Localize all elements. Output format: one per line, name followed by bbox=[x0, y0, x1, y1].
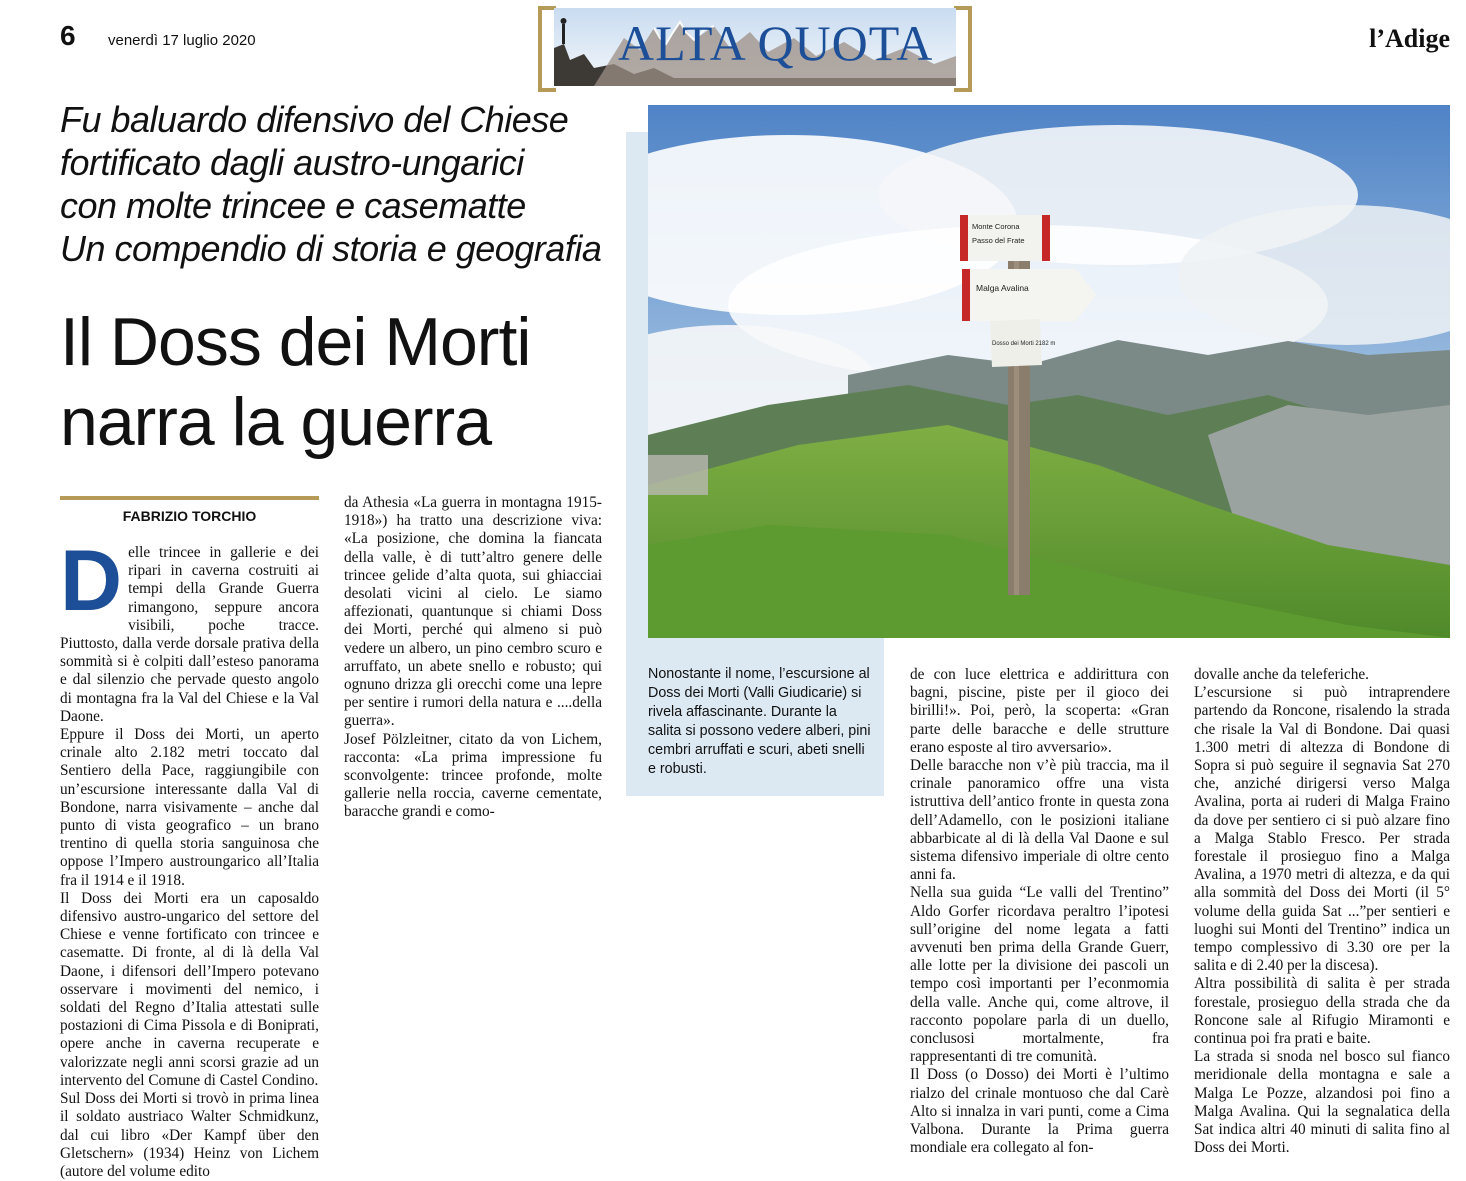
sign-text: Passo del Frate bbox=[972, 236, 1025, 245]
banner-right-bracket bbox=[954, 6, 972, 92]
headline-line: Il Doss dei Morti bbox=[60, 304, 531, 380]
paragraph: de con luce elettrica e addirittura con bagni, piscine, piste per il gioco dei birilli!». Poi, però, la scoperta: «Gran parte delle baracche e delle strutture erano esposte al tiro avversario». bbox=[910, 666, 1169, 756]
page-number: 6 bbox=[60, 20, 76, 51]
paragraph: dovalle anche da teleferiche. bbox=[1194, 666, 1369, 683]
trail-signpost-photo bbox=[648, 105, 1450, 638]
sign-text: Malga Avalina bbox=[976, 283, 1029, 293]
issue-date: venerdì 17 luglio 2020 bbox=[108, 32, 256, 49]
section-title: ALTA QUOTA bbox=[618, 15, 934, 71]
paragraph: Altra possibilità di salita è per strada forestale, prosieguo della strada che da Roncone sale al Rifugio Miramonti e continua poi fra prati e baite. bbox=[1194, 975, 1450, 1048]
paragraph: L’escursione si può intraprendere partendo da Roncone, risalendo la strada che risale la Val di Bondone. Dai quasi 1.300 metri di altezza di Bondone di Sopra si può seguire il segnavia Sat 270 che, anziché dirigersi verso Malga Avalina, porta ai ruderi di Malga Fraino da dove per sentiero ci si può alzare fino a Malga Stablo Fresco. Per strada forestale il prosieguo fino a Malga Avalina, a 1970 metri di altezza, e da qui alla sommità del Doss dei Morti (il 5° volume della guida Sat ...”per sentieri e luoghi sui Monti del Trentino” indica un tempo complessivo di 3.30 ore per la salita e di 2.40 per la discesa). bbox=[1194, 684, 1450, 975]
paragraph: La strada si snoda nel bosco sul fianco meridionale della montagna e sale a Malga Le Pozze, alzandosi poi fino a Malga Avalina. Qui la segnalatica della Sat indica altri 40 minuti di salita fino al Doss dei Morti. bbox=[1194, 1048, 1450, 1157]
sign-text: Dosso dei Morti 2182 m bbox=[992, 341, 1056, 347]
paragraph: da Athesia «La guerra in montagna 1915-1918») ha tratto una descrizione viva: «La posizione, che domina la fiancata della valle, è di tutt’altro genere delle trincee gelide d’alta quota, sui ghiacciai desolati vicini al cielo. Le siamo affezionati, quantunque si chiami Doss dei Morti, perché qui almeno si può vedere un albero, un pino cembro scuro e arruffato, un abete snello e robusto; qui ognuno drizza gli orecchi come una lepre per sentire i rumori della natura e ....della guerra». bbox=[344, 494, 602, 730]
kicker-line: Fu baluardo difensivo del Chiese bbox=[60, 99, 569, 140]
headline-line: narra la guerra bbox=[60, 384, 492, 460]
paragraph: Sul Doss dei Morti si trovò in prima linea il soldato austriaco Walter Schmidkunz, dal cui libro «Der Kampf über den Gletschern» (1934) Heinz von Lichem (autore del volume edito bbox=[60, 1090, 319, 1180]
drop-cap: D bbox=[60, 533, 123, 629]
byline-rule bbox=[60, 496, 319, 500]
byline: FABRIZIO TORCHIO bbox=[122, 508, 257, 524]
kicker bbox=[60, 98, 620, 270]
paragraph: Eppure il Doss dei Morti, un aperto crinale alto 2.182 metri toccato dal Sentiero della Pace, raggiungibile con un’escursione interessante dalla Val di Bondone, narra visivamente – anche dal punto di vista geografico – un brano trentino di quella storia sanguinosa che oppose l’Impero austroungarico all’Italia fra il 1914 e il 1918. bbox=[60, 726, 319, 889]
article-column-3 bbox=[910, 666, 1169, 1157]
paragraph: Delle baracche non v’è più traccia, ma il crinale panoramico offre una vista istruttiva dell’antico fronte in questa zona dell’Adamello, con le posizioni italiane abbarbicate al di là della Val Daone e sul sistema difensivo imperiale di oltre cento anni fa. bbox=[910, 757, 1169, 884]
paragraph: Il Doss dei Morti era un caposaldo difensivo austro-ungarico del settore del Chiese e venne fortificato con trincee e casematte. Di fronte, al di là della Val Daone, i difensori dell’Impero potevano osservare i movimenti del nemico, i soldati del Regno d’Italia attestati sulle postazioni di Cima Pissola e di Boniprati, opere anche in caverna recuperate e valorizzate negli anni scorsi grazie ad un intervento del Comune di Castel Condino. bbox=[60, 889, 319, 1089]
section-banner bbox=[538, 6, 972, 86]
sign-text: Monte Corona bbox=[972, 222, 1020, 231]
kicker-line: Un compendio di storia e geografia bbox=[60, 228, 602, 269]
paragraph: Nella sua guida “Le valli del Trentino” Aldo Gorfer ricordava peraltro l’ipotesi sull’origine del nome legata a fatti avvenuti ben prima della Grande Guerr, alle lotte per la divisione dei pascoli un tempo così importanti per l’econmomia della valle. Anche qui, come altrove, il racconto popolare parla di un duello, conclusosi mortalmente, fra rappresentanti di tre comunità. bbox=[910, 884, 1169, 1066]
kicker-line: fortificato dagli austro-ungarici bbox=[60, 142, 524, 183]
paragraph bbox=[60, 533, 319, 726]
article-column-2 bbox=[344, 494, 602, 822]
paragraph: Il Doss (o Dosso) dei Morti è l’ultimo rialzo del crinale montuoso che dal Carè Alto si innalza in vari punti, come a Cima Valbona. Durante la Prima guerra mondiale era collegato al fon- bbox=[910, 1066, 1169, 1157]
article-column-1 bbox=[60, 533, 319, 1181]
photo-caption: Nonostante il nome, l’escursione al Doss dei Morti (Valli Giudicarie) si rivela affascinante. Durante la salita si possono vedere alberi, pini cembri arruffati e scuri, abeti snelli e robusti. bbox=[648, 666, 871, 777]
article-column-4 bbox=[1194, 666, 1450, 1157]
paragraph-text: elle trincee in gallerie e dei ripari in caverna costruiti ai tempi della Grande Guerra rimangono, seppure ancora visibili, poche tracce. Piuttosto, dalla verde dorsale prativa della sommità si è colpiti dall’esteso panorama e dal silenzio che pervade questo angolo di montagna fra la Val del Chiese e la Val Daone. bbox=[60, 544, 319, 725]
headline bbox=[60, 302, 530, 462]
newspaper-logo: l’Adige bbox=[1369, 24, 1450, 53]
paragraph: Josef Pölzleitner, citato da von Lichem, racconta: «La prima impressione fu sconvolgente: trincee profonde, molte gallerie nella roccia, caverne cementate, baracche grandi e como- bbox=[344, 730, 602, 821]
kicker-line: con molte trincee e casematte bbox=[60, 185, 526, 226]
